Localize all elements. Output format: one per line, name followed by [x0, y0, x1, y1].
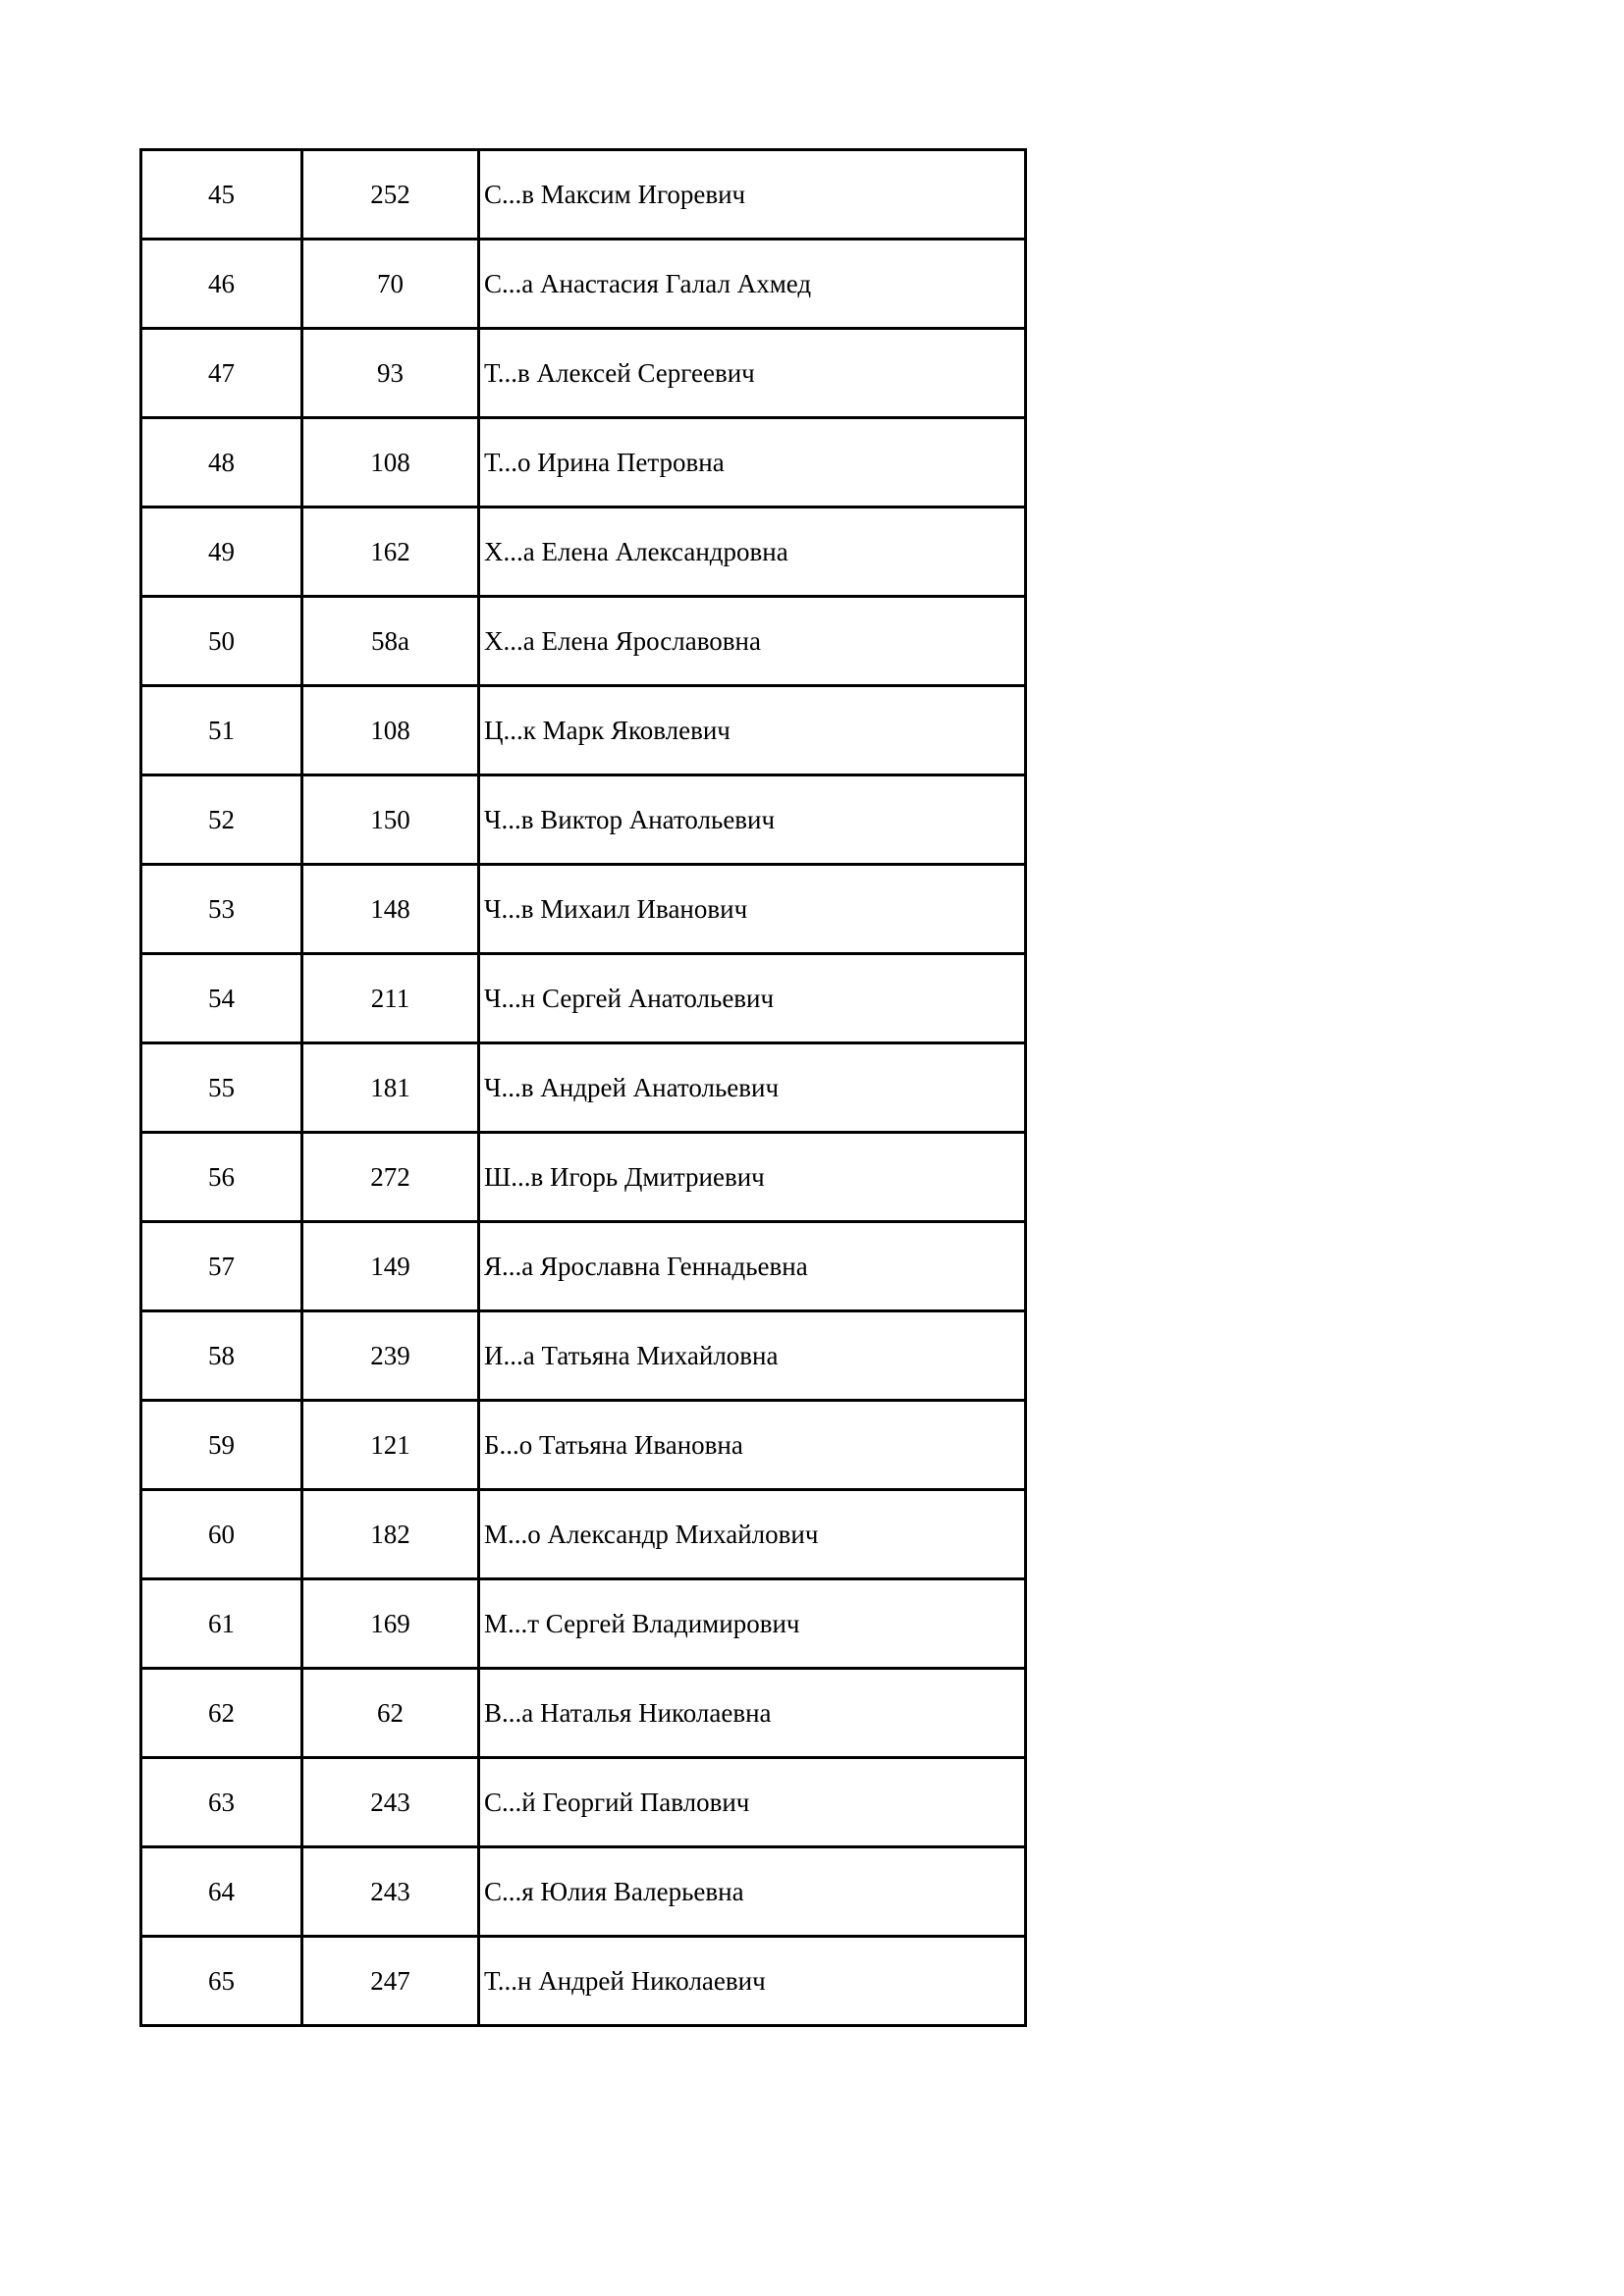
table-row	[141, 1937, 1026, 2026]
owner-name-cell: М...т Сергей Владимирович	[479, 1579, 1026, 1669]
table-row	[141, 1847, 1026, 1937]
plot-number-cell: 169	[302, 1579, 479, 1669]
row-number-cell: 65	[141, 1937, 302, 2026]
members-table-body	[141, 150, 1026, 2026]
row-number-cell: 57	[141, 1222, 302, 1311]
owner-name-cell: Т...н Андрей Николаевич	[479, 1937, 1026, 2026]
plot-number-cell: 243	[302, 1758, 479, 1847]
table-row	[141, 1311, 1026, 1401]
owner-name-cell: Ш...в Игорь Дмитриевич	[479, 1133, 1026, 1222]
row-number-cell: 59	[141, 1401, 302, 1490]
owner-name-cell: С...я Юлия Валерьевна	[479, 1847, 1026, 1937]
row-number-cell: 52	[141, 775, 302, 865]
row-number-cell: 51	[141, 686, 302, 775]
row-number-cell: 58	[141, 1311, 302, 1401]
plot-number-cell: 62	[302, 1669, 479, 1758]
row-number-cell: 60	[141, 1490, 302, 1579]
row-number-cell: 50	[141, 597, 302, 686]
row-number-cell: 53	[141, 865, 302, 954]
plot-number-cell: 272	[302, 1133, 479, 1222]
table-row	[141, 418, 1026, 507]
plot-number-cell: 247	[302, 1937, 479, 2026]
owner-name-cell: Ч...в Михаил Иванович	[479, 865, 1026, 954]
plot-number-cell: 162	[302, 507, 479, 597]
table-row	[141, 240, 1026, 329]
owner-name-cell: М...о Александр Михайлович	[479, 1490, 1026, 1579]
owner-name-cell: И...а Татьяна Михайловна	[479, 1311, 1026, 1401]
owner-name-cell: Ч...н Сергей Анатольевич	[479, 954, 1026, 1043]
row-number-cell: 45	[141, 150, 302, 240]
owner-name-cell: Я...а Ярославна Геннадьевна	[479, 1222, 1026, 1311]
owner-name-cell: Ч...в Виктор Анатольевич	[479, 775, 1026, 865]
plot-number-cell: 239	[302, 1311, 479, 1401]
row-number-cell: 64	[141, 1847, 302, 1937]
row-number-cell: 56	[141, 1133, 302, 1222]
plot-number-cell: 70	[302, 240, 479, 329]
table-row	[141, 1222, 1026, 1311]
row-number-cell: 46	[141, 240, 302, 329]
row-number-cell: 62	[141, 1669, 302, 1758]
table-row	[141, 1579, 1026, 1669]
plot-number-cell: 121	[302, 1401, 479, 1490]
plot-number-cell: 58а	[302, 597, 479, 686]
plot-number-cell: 93	[302, 329, 479, 418]
plot-number-cell: 211	[302, 954, 479, 1043]
table-row	[141, 597, 1026, 686]
owner-name-cell: Х...а Елена Ярославовна	[479, 597, 1026, 686]
table-row	[141, 1490, 1026, 1579]
owner-name-cell: С...а Анастасия Галал Ахмед	[479, 240, 1026, 329]
plot-number-cell: 243	[302, 1847, 479, 1937]
table-row	[141, 686, 1026, 775]
row-number-cell: 49	[141, 507, 302, 597]
plot-number-cell: 108	[302, 686, 479, 775]
plot-number-cell: 108	[302, 418, 479, 507]
table-row	[141, 150, 1026, 240]
owner-name-cell: С...в Максим Игоревич	[479, 150, 1026, 240]
owner-name-cell: С...й Георгий Павлович	[479, 1758, 1026, 1847]
table-row	[141, 954, 1026, 1043]
owner-name-cell: Т...в Алексей Сергеевич	[479, 329, 1026, 418]
table-row	[141, 1133, 1026, 1222]
row-number-cell: 55	[141, 1043, 302, 1133]
table-row	[141, 865, 1026, 954]
owner-name-cell: Б...о Татьяна Ивановна	[479, 1401, 1026, 1490]
plot-number-cell: 181	[302, 1043, 479, 1133]
owner-name-cell: Т...о Ирина Петровна	[479, 418, 1026, 507]
owner-name-cell: Х...а Елена Александровна	[479, 507, 1026, 597]
table-row	[141, 775, 1026, 865]
plot-number-cell: 149	[302, 1222, 479, 1311]
table-row	[141, 1758, 1026, 1847]
table-row	[141, 1043, 1026, 1133]
row-number-cell: 63	[141, 1758, 302, 1847]
table-row	[141, 507, 1026, 597]
row-number-cell: 54	[141, 954, 302, 1043]
owner-name-cell: В...а Наталья Николаевна	[479, 1669, 1026, 1758]
row-number-cell: 61	[141, 1579, 302, 1669]
plot-number-cell: 252	[302, 150, 479, 240]
owner-name-cell: Ц...к Марк Яковлевич	[479, 686, 1026, 775]
table-row	[141, 329, 1026, 418]
members-table	[139, 148, 1027, 2027]
plot-number-cell: 150	[302, 775, 479, 865]
row-number-cell: 47	[141, 329, 302, 418]
row-number-cell: 48	[141, 418, 302, 507]
plot-number-cell: 182	[302, 1490, 479, 1579]
owner-name-cell: Ч...в Андрей Анатольевич	[479, 1043, 1026, 1133]
plot-number-cell: 148	[302, 865, 479, 954]
table-row	[141, 1401, 1026, 1490]
table-row	[141, 1669, 1026, 1758]
